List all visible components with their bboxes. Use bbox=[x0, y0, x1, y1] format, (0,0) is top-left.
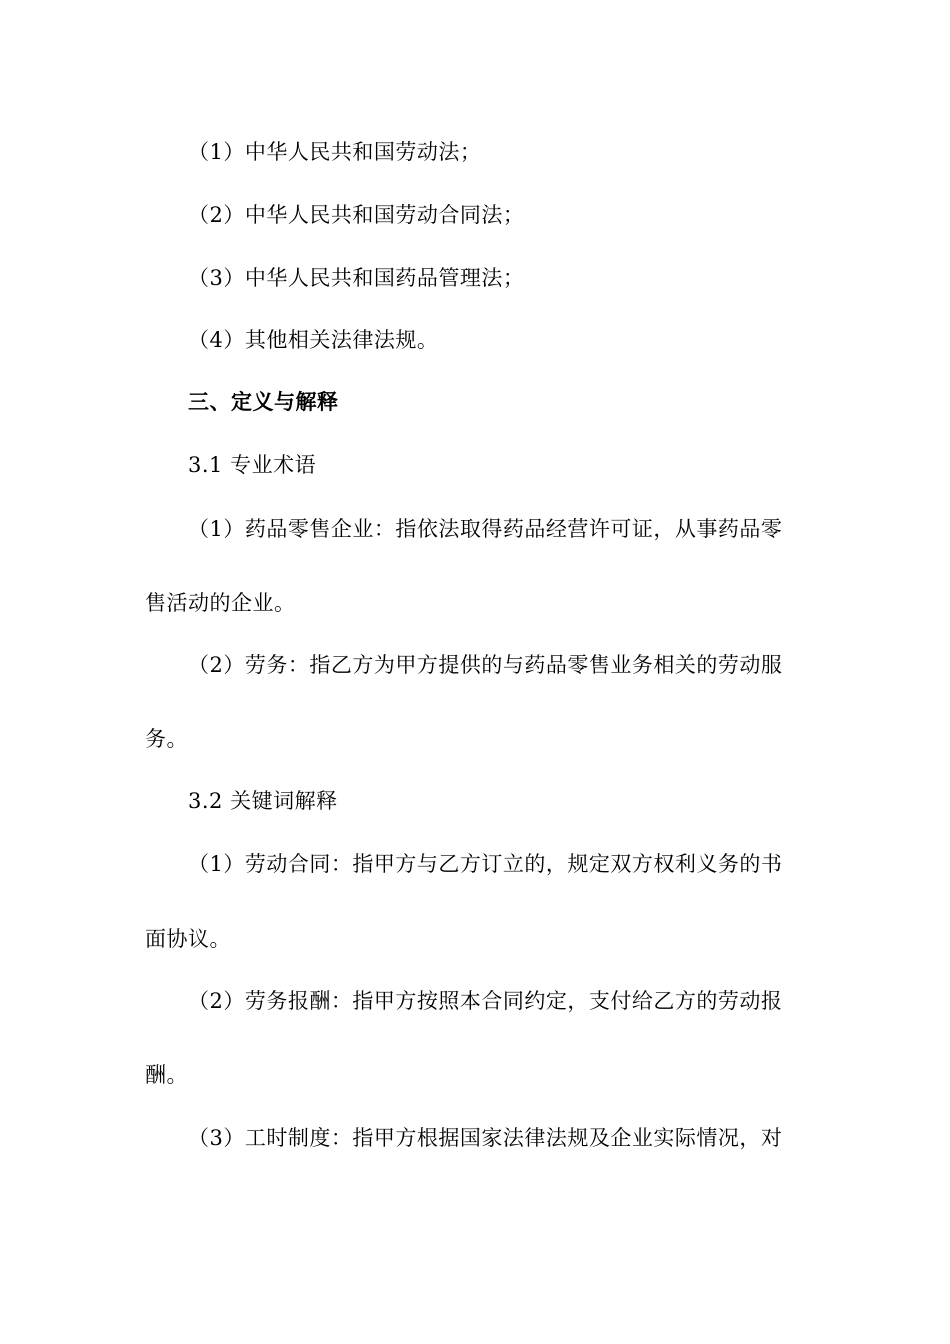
law-item-3: （3）中华人民共和国药品管理法； bbox=[188, 266, 525, 290]
law-item-2: （2）中华人民共和国劳动合同法； bbox=[188, 203, 525, 227]
subsection-heading-3-1: 3.1 专业术语 bbox=[188, 453, 317, 477]
keyword-1-line-2: 面协议。 bbox=[145, 927, 231, 951]
law-item-4: （4）其他相关法律法规。 bbox=[188, 328, 439, 352]
term-2-line-1: （2）劳务：指乙方为甲方提供的与药品零售业务相关的劳动服 bbox=[188, 653, 783, 677]
subsection-heading-3-2: 3.2 关键词解释 bbox=[188, 789, 338, 813]
term-1-line-2: 售活动的企业。 bbox=[145, 591, 296, 615]
section-heading: 三、定义与解释 bbox=[188, 389, 339, 414]
term-2-line-2: 务。 bbox=[145, 727, 188, 751]
keyword-1-line-1: （1）劳动合同：指甲方与乙方订立的，规定双方权利义务的书 bbox=[188, 852, 783, 876]
keyword-2-line-1: （2）劳务报酬：指甲方按照本合同约定，支付给乙方的劳动报 bbox=[188, 989, 783, 1013]
keyword-3-line-1: （3）工时制度：指甲方根据国家法律法规及企业实际情况，对 bbox=[188, 1126, 783, 1150]
law-item-1: （1）中华人民共和国劳动法； bbox=[188, 140, 482, 164]
keyword-2-line-2: 酬。 bbox=[145, 1063, 188, 1087]
term-1-line-1: （1）药品零售企业：指依法取得药品经营许可证，从事药品零 bbox=[188, 517, 783, 541]
